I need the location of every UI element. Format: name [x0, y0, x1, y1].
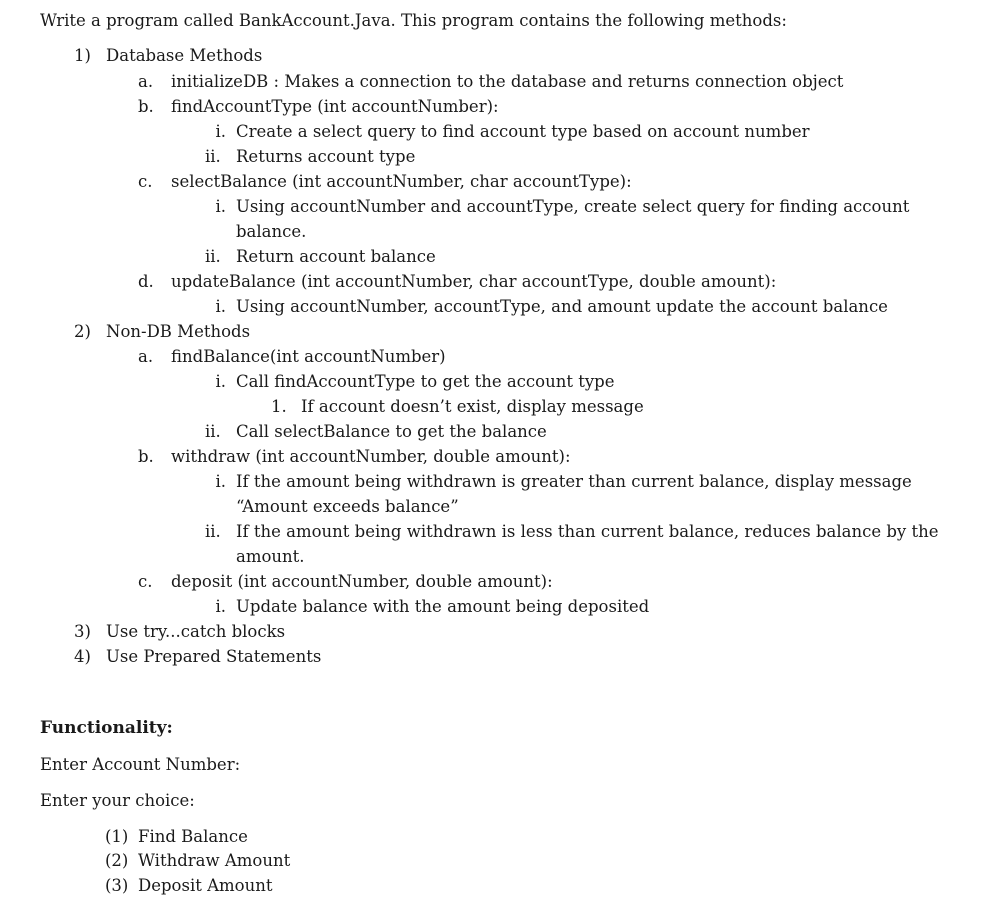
- sub-item: [205, 597, 649, 617]
- sub-item: [205, 422, 547, 442]
- list-marker: ii.: [205, 522, 221, 541]
- sub-item-text: Using accountNumber and accountType, create select query for finding account: [236, 197, 910, 216]
- sub-item: [205, 197, 909, 217]
- sub-item: [205, 472, 912, 492]
- list-marker: a.: [138, 72, 154, 91]
- list-marker: 1.: [271, 397, 287, 416]
- list-marker: (2): [105, 851, 129, 870]
- sub-item-continuation: “Amount exceeds balance”: [236, 497, 459, 516]
- list-marker: ii.: [205, 422, 221, 441]
- choice-text: Find Balance: [138, 827, 248, 846]
- sub-item: [205, 247, 436, 267]
- list-marker: 3): [74, 622, 91, 641]
- list-item: [138, 72, 843, 92]
- item-text: selectBalance (int accountNumber, char accountType):: [171, 172, 632, 191]
- list-marker: i.: [215, 372, 226, 391]
- list-marker: i.: [215, 197, 226, 216]
- list-marker: ii.: [205, 147, 221, 166]
- section-heading: [74, 647, 321, 667]
- choice-text: Withdraw Amount: [138, 851, 291, 870]
- sub-item-text: If the amount being withdrawn is less than current balance, reduces balance by the: [236, 522, 939, 541]
- sub-item-text: Using accountNumber, accountType, and amount update the account balance: [236, 297, 888, 316]
- list-item: [138, 97, 499, 117]
- sub-sub-item-text: If account doesn’t exist, display message: [301, 397, 644, 416]
- sub-item-text: Call selectBalance to get the balance: [236, 422, 547, 441]
- item-text: initializeDB : Makes a connection to the database and returns connection object: [171, 72, 844, 91]
- list-marker: c.: [138, 572, 153, 591]
- sub-item: [205, 372, 615, 392]
- list-marker: 1): [74, 46, 91, 65]
- list-item: [138, 447, 571, 467]
- list-marker: i.: [215, 122, 226, 141]
- sub-item-text: If the amount being withdrawn is greater than current balance, display message: [236, 472, 912, 491]
- list-item: [138, 272, 776, 292]
- list-marker: b.: [138, 97, 154, 116]
- sub-item-text: Call findAccountType to get the account type: [236, 372, 615, 391]
- item-text: updateBalance (int accountNumber, char accountType, double amount):: [171, 272, 777, 291]
- item-text: deposit (int accountNumber, double amount):: [171, 572, 553, 591]
- choice-text: Deposit Amount: [138, 876, 273, 895]
- choice-item: [105, 827, 248, 847]
- sub-item: [205, 297, 888, 317]
- list-marker: (1): [105, 827, 129, 846]
- list-marker: a.: [138, 347, 154, 366]
- list-marker: d.: [138, 272, 154, 291]
- list-item: [138, 347, 446, 367]
- item-text: findAccountType (int accountNumber):: [171, 97, 499, 116]
- list-marker: i.: [215, 472, 226, 491]
- list-marker: 4): [74, 647, 91, 666]
- prompt-choice: Enter your choice:: [40, 791, 195, 810]
- prompt-account-number: Enter Account Number:: [40, 755, 241, 774]
- intro-text: Write a program called BankAccount.Java. This program contains the following methods:: [40, 11, 787, 30]
- section-title: Database Methods: [106, 46, 263, 65]
- section-title: Non-DB Methods: [106, 322, 251, 341]
- list-marker: i.: [215, 297, 226, 316]
- list-marker: ii.: [205, 247, 221, 266]
- sub-item-text: Returns account type: [236, 147, 416, 166]
- sub-item-text: Update balance with the amount being deposited: [236, 597, 650, 616]
- sub-item-continuation: balance.: [236, 222, 307, 241]
- section-heading: [74, 46, 262, 66]
- functionality-heading: Functionality:: [40, 718, 173, 738]
- sub-item-text: Create a select query to find account type based on account number: [236, 122, 810, 141]
- list-item: [138, 172, 632, 192]
- list-marker: i.: [215, 597, 226, 616]
- sub-item: [205, 147, 415, 167]
- section-heading: [74, 322, 250, 342]
- sub-item: [205, 122, 810, 142]
- sub-item-text: Return account balance: [236, 247, 436, 266]
- choice-item: [105, 851, 290, 871]
- list-item: [138, 572, 553, 592]
- list-marker: 2): [74, 322, 91, 341]
- choice-item: [105, 876, 273, 896]
- sub-sub-item: [271, 397, 644, 417]
- list-marker: c.: [138, 172, 153, 191]
- section-title: Use Prepared Statements: [106, 647, 322, 666]
- section-title: Use try...catch blocks: [106, 622, 286, 641]
- item-text: findBalance(int accountNumber): [171, 347, 446, 366]
- list-marker: b.: [138, 447, 154, 466]
- item-text: withdraw (int accountNumber, double amount):: [171, 447, 571, 466]
- sub-item: [205, 522, 938, 542]
- section-heading: [74, 622, 285, 642]
- sub-item-continuation: amount.: [236, 547, 305, 566]
- list-marker: (3): [105, 876, 129, 895]
